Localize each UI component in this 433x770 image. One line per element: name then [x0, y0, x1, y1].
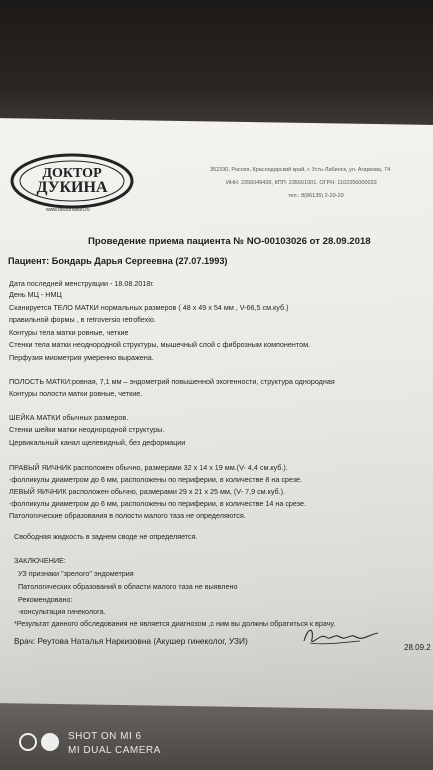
text-line: Перфузия миометрия умеренно выражена. [9, 353, 154, 362]
text-line: Патологических образований в области малого таза не выявлено [18, 582, 238, 591]
svg-text:ДОКТОР: ДОКТОР [42, 166, 102, 181]
text-line: Стенки тела матки неоднородной структуры, мышечный слой с фиброзным компонентом. [9, 340, 311, 349]
text-line: Стенки шейки матки неоднородной структуры. [9, 425, 165, 434]
clinic-inn: ИНН: 2356049436, КПП: 235601001, ОГРН: 1102356000033 [226, 180, 377, 186]
clinic-address: 352330, Россия, Краснодарский край, г. Усть-Лабинск, ул. Агаркова, 74 [210, 167, 391, 173]
text-line: Свободная жидкость в заднем своде не определяется. [14, 532, 198, 541]
svg-text:ДУКИНА: ДУКИНА [36, 179, 108, 196]
doctor-name: Врач: Реутова Наталья Наркизовна (Акушер гинеколог, УЗИ) [14, 636, 248, 646]
clinic-phone: тел.: 8(86135) 2-20-20 [288, 193, 344, 199]
text-line: -консультация гинеколога. [18, 607, 106, 616]
watermark-line-1: SHOT ON MI 6 [68, 731, 142, 742]
logo-url: www.doctordukin.ru [46, 207, 90, 213]
document-title: Проведение приема пациента № NO-00103026 от 28.09.2018 [88, 236, 371, 247]
conclusion-heading: ЗАКЛЮЧЕНИЕ: [14, 556, 66, 565]
text-line: УЗ признаки "зрелого" эндометрия [18, 569, 134, 578]
text-line: -фолликулы диаметром до 6 мм, расположены по периферии, в количестве 14 на срезе. [9, 499, 306, 508]
text-line: ЛЕВЫЙ ЯИЧНИК расположен обычно, размерами 29 х 21 х 25 мм, (V- 7,9 см.куб.). [9, 487, 286, 496]
text-line: Контуры полости матки ровные, четкие. [9, 389, 143, 398]
patient-name: Пациент: Бондарь Дарья Сергеевна (27.07.1993) [8, 256, 228, 266]
text-line: День МЦ - НМЦ [9, 290, 62, 299]
camera-lens-icon [18, 732, 62, 752]
text-line: Цервикальный канал щелевидный, без деформации [9, 438, 186, 447]
text-line: ПОЛОСТЬ МАТКИ:ровная, 7,1 мм – эндометрий повышенной эхогенности, структура однородная [9, 377, 335, 386]
clinic-requisites [210, 164, 390, 203]
text-line: Сканируется ТЕЛО МАТКИ нормальных размеров ( 48 х 49 х 54 мм , V-66,5 см.куб.) [9, 303, 289, 312]
text-line: Патологические образования в полости малого таза не определяются. [9, 511, 246, 520]
text-line: ШЕЙКА МАТКИ обычных размеров. [9, 413, 129, 422]
text-line: Дата последней менструации - 18.08.2018г. [9, 279, 155, 288]
camera-watermark [68, 730, 161, 758]
text-line: -фолликулы диаметром до 6 мм, расположены по периферии, в количестве 8 на срезе. [9, 475, 302, 484]
document-date: 28.09.2 [404, 643, 431, 652]
doctor-signature [300, 623, 382, 651]
text-line: Контуры тела матки ровные, четкие [9, 328, 129, 337]
watermark-line-2: MI DUAL CAMERA [68, 745, 161, 756]
text-line: ПРАВЫЙ ЯИЧНИК расположен обычно, размерами 32 х 14 х 19 мм.(V- 4,4 см.куб.). [9, 463, 288, 472]
disclaimer-line: *Результат данного обследования не является диагнозом ,с ним вы должны обратиться к врачу. [14, 619, 336, 628]
clinic-logo [10, 150, 135, 212]
text-line: правильной формы , в retroversio retroflexio. [9, 315, 156, 324]
text-line: Рекомендовано: [18, 595, 73, 604]
